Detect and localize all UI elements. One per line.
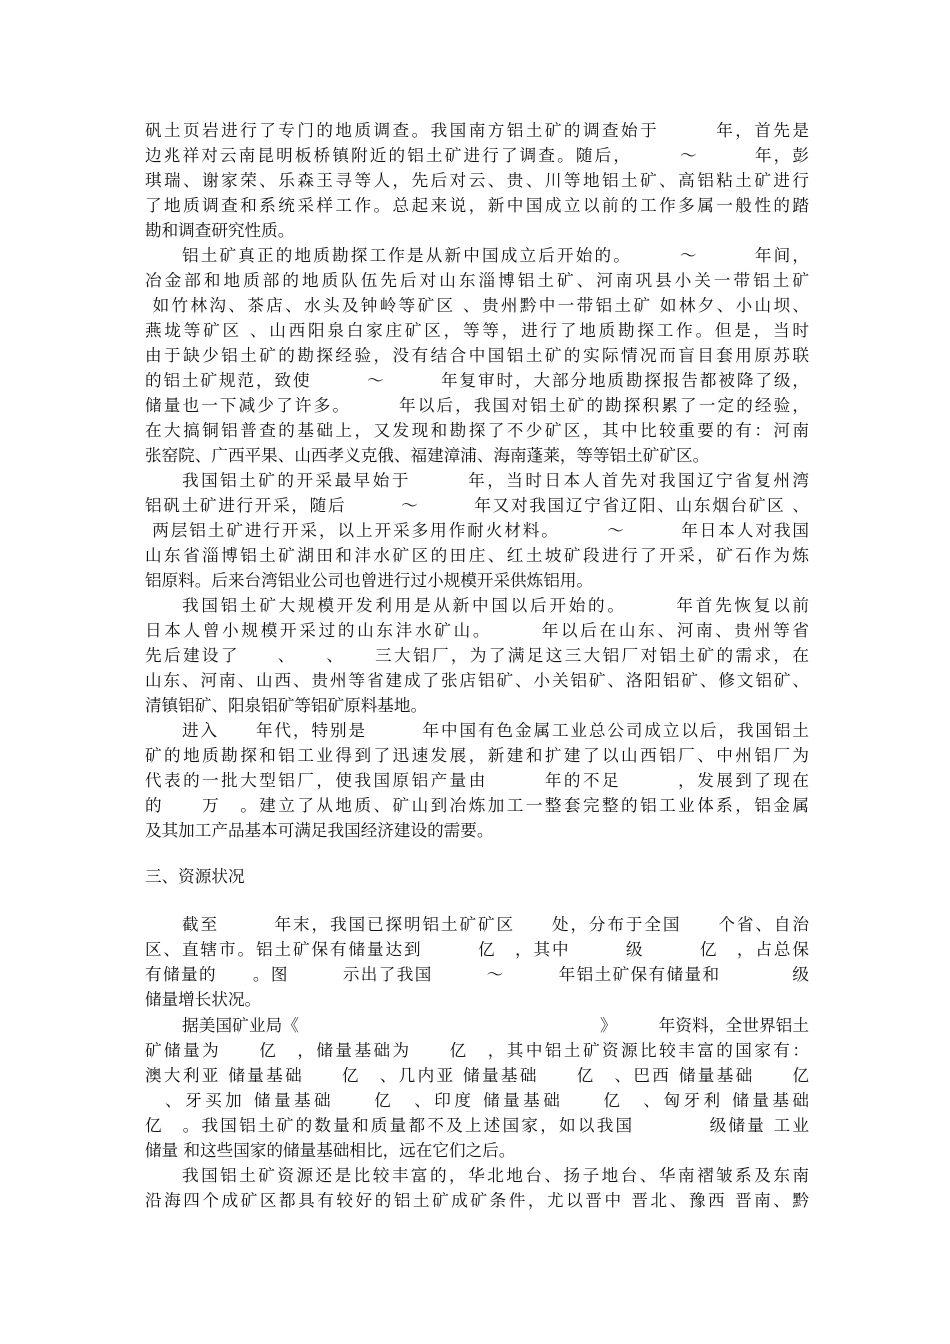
paragraph-line: 矿储量为 亿 ，储量基础为 亿 ，其中铝土矿资源比较丰富的国家有： (145, 1041, 809, 1060)
paragraph-line: 及其加工产品基本可满足我国经济建设的需要。 (145, 821, 494, 840)
paragraph-line: 矾土页岩进行了专门的地质调查。我国南方铝土矿的调查始于 年，首先是 (145, 121, 809, 140)
paragraph-line: 燕垅等矿区 、山西阳泉白家庄矿区，等等，进行了地质勘探工作。但是，当时 (145, 321, 809, 340)
paragraph-line: 山东、河南、山西、贵州等省建成了张店铝矿、小关铝矿、洛阳铝矿、修文铝矿、 (145, 671, 809, 690)
paragraph-first-line: 进入 年代，特别是 年中国有色金属工业总公司成立以后，我国铝土 (182, 721, 809, 740)
section-heading: 三、资源状况 (145, 867, 245, 886)
paragraph-line: 铝原料。后来台湾铝业公司也曾进行过小规模开采供炼铝用。 (145, 571, 594, 590)
paragraph-line: 、牙买加 储量基础 亿 、印度 储量基础 亿 、匈牙利 储量基础 (145, 1091, 809, 1110)
paragraph-first-line: 铝土矿真正的地质勘探工作是从新中国成立后开始的。 ～ 年间， (182, 246, 809, 265)
paragraph-line: 由于缺少铝土矿的勘探经验，没有结合中国铝土矿的实际情况而盲目套用原苏联 (145, 346, 809, 365)
paragraph-line: 两层铝土矿进行开采，以上开采多用作耐火材料。 ～ 年日本人对我国 (145, 521, 809, 540)
paragraph-first-line: 我国铝土矿的开采最早始于 年，当时日本人首先对我国辽宁省复州湾 (182, 471, 809, 490)
paragraph-first-line: 我国铝土矿大规模开发利用是从新中国以后开始的。 年首先恢复以前 (182, 596, 809, 615)
paragraph-line: 储量 和这些国家的储量基础相比，远在它们之后。 (145, 1141, 516, 1160)
paragraph-line: 储量增长状况。 (145, 990, 262, 1009)
paragraph-line: 山东省淄博铝土矿湖田和沣水矿区的田庄、红土坡矿段进行了开采，矿石作为炼 (145, 546, 809, 565)
paragraph-first-line: 据美国矿业局《 》 年资料，全世界铝土 (182, 1016, 809, 1035)
paragraph-line: 张窑院、广西平果、山西孝义克俄、福建漳浦、海南蓬莱，等等铝土矿矿区。 (145, 446, 710, 465)
paragraph-line: 铝矾土矿进行开采，随后 ～ 年又对我国辽宁省辽阳、山东烟台矿区 、 (145, 496, 809, 515)
paragraph-line: 琪瑞、谢家荣、乐森王寻等人，先后对云、贵、川等地铝土矿、高铝粘土矿进行 (145, 171, 809, 190)
paragraph-line: 勘和调查研究性质。 (145, 221, 295, 240)
paragraph-line: 矿的地质勘探和铝工业得到了迅速发展，新建和扩建了以山西铝厂、中州铝厂为 (145, 746, 809, 765)
paragraph-line: 沿海四个成矿区都具有较好的铝土矿成矿条件，尤以晋中 晋北、豫西 晋南、黔 (145, 1191, 809, 1210)
paragraph-line: 清镇铝矿、阳泉铝矿等铝矿原料基地。 (145, 696, 428, 715)
paragraph-line: 的铝土矿规范，致使 ～ 年复审时，大部分地质勘探报告都被降了级， (145, 371, 809, 390)
paragraph-first-line: 我国铝土矿资源还是比较丰富的，华北地台、扬子地台、华南褶皱系及东南 (182, 1166, 809, 1185)
paragraph-line: 代表的一批大型铝厂，使我国原铝产量由 年的不足 ，发展到了现在 (145, 771, 809, 790)
paragraph-line: 澳大利亚 储量基础 亿 、几内亚 储量基础 亿 、巴西 储量基础 亿 (145, 1066, 809, 1085)
paragraph-line: 储量也一下减少了许多。 年以后，我国对铝土矿的勘探积累了一定的经验， (145, 396, 809, 415)
paragraph-line: 在大搞铜铝普查的基础上，又发现和勘探了不少矿区，其中比较重要的有：河南 (145, 421, 809, 440)
paragraph-line: 边兆祥对云南昆明板桥镇附近的铝土矿进行了调查。随后， ～ 年，彭 (145, 146, 809, 165)
paragraph-line: 日本人曾小规模开采过的山东沣水矿山。 年以后在山东、河南、贵州等省 (145, 621, 809, 640)
paragraph-line: 的 万 。建立了从地质、矿山到冶炼加工一整套完整的铝工业体系，铝金属 (145, 796, 809, 815)
paragraph-line: 区、直辖市。铝土矿保有储量达到 亿 ，其中 级 亿 ，占总保 (145, 940, 809, 959)
paragraph-line: 了地质调查和系统采样工作。总起来说，新中国成立以前的工作多属一般性的踏 (145, 196, 809, 215)
paragraph-line: 亿 。我国铝土矿的数量和质量都不及上述国家，如以我国 级储量 工业 (145, 1116, 809, 1135)
paragraph-line: 如竹林沟、茶店、水头及钟岭等矿区 、贵州黔中一带铝土矿 如林夕、小山坝、 (145, 296, 809, 315)
paragraph-line: 先后建设了 、 、 三大铝厂，为了满足这三大铝厂对铝土矿的需求，在 (145, 646, 809, 665)
paragraph-line: 有储量的 。图 示出了我国 ～ 年铝土矿保有储量和 级 (145, 965, 809, 984)
paragraph-line: 冶金部和地质部的地质队伍先后对山东淄博铝土矿、河南巩县小关一带铝土矿 (145, 271, 809, 290)
paragraph-first-line: 截至 年末，我国已探明铝土矿矿区 处，分布于全国 个省、自治 (182, 915, 809, 934)
